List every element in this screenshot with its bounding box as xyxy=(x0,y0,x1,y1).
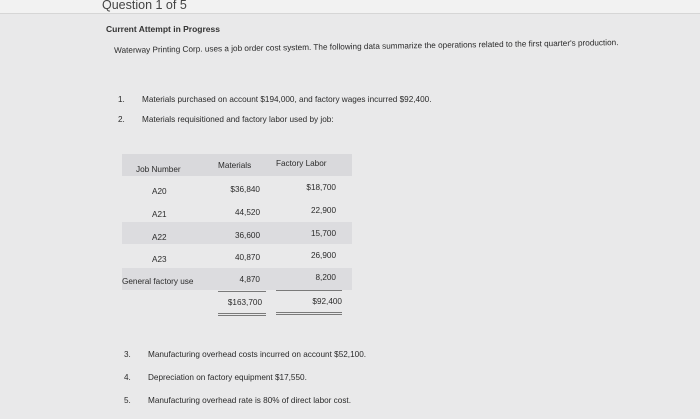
list-item-3 xyxy=(124,350,366,359)
table-cell-materials: 44,520 xyxy=(234,208,260,217)
total-double-rule xyxy=(218,313,266,314)
subtotal-rule xyxy=(276,290,342,291)
list-item-number: 1. xyxy=(118,95,125,104)
table-cell-job: A20 xyxy=(152,187,167,196)
list-item-text: Manufacturing overhead rate is 80% of direct labor cost. xyxy=(148,396,351,405)
table-cell-materials: 4,870 xyxy=(239,275,260,284)
problem-intro: Waterway Printing Corp. uses a job order cost system. The following data summarize the operations related to the first quarter's production. xyxy=(114,38,619,55)
table-cell-materials: 40,870 xyxy=(234,253,260,262)
attempt-status: Current Attempt in Progress xyxy=(106,24,220,34)
table-cell-labor: $18,700 xyxy=(306,183,336,192)
table-cell-labor: 8,200 xyxy=(315,273,336,282)
total-materials: $163,700 xyxy=(227,298,262,307)
table-cell-materials: 36,600 xyxy=(234,231,260,240)
total-labor: $92,400 xyxy=(312,297,342,306)
table-cell-job: General factory use xyxy=(122,277,194,286)
total-double-rule xyxy=(276,312,342,313)
list-item-number: 3. xyxy=(124,350,131,359)
table-cell-job: A21 xyxy=(152,210,167,219)
column-header-job: Job Number xyxy=(136,165,181,174)
table-cell-job: A23 xyxy=(152,255,167,264)
subtotal-rule xyxy=(218,291,266,292)
list-item-text: Depreciation on factory equipment $17,550. xyxy=(148,373,307,382)
total-double-rule xyxy=(218,315,266,316)
list-item-number: 5. xyxy=(124,396,131,405)
list-item-text: Manufacturing overhead costs incurred on account $52,100. xyxy=(148,350,367,359)
table-cell-materials: $36,840 xyxy=(230,185,260,194)
list-item-5 xyxy=(124,396,351,405)
table-cell-labor: 26,900 xyxy=(310,251,336,260)
total-double-rule xyxy=(276,314,342,315)
question-title: Question 1 of 5 xyxy=(102,0,187,12)
column-header-materials: Materials xyxy=(218,161,252,170)
list-item-4 xyxy=(124,373,307,382)
table-cell-job: A22 xyxy=(152,233,167,242)
list-item-text: Materials purchased on account $194,000, and factory wages incurred $92,400. xyxy=(142,95,432,104)
list-item-text: Materials requisitioned and factory labor used by job: xyxy=(142,115,334,124)
list-item-number: 2. xyxy=(118,115,125,124)
table-cell-labor: 22,900 xyxy=(310,206,336,215)
list-item-number: 4. xyxy=(124,373,131,382)
column-header-labor: Factory Labor xyxy=(276,159,327,168)
table-cell-labor: 15,700 xyxy=(310,229,336,238)
